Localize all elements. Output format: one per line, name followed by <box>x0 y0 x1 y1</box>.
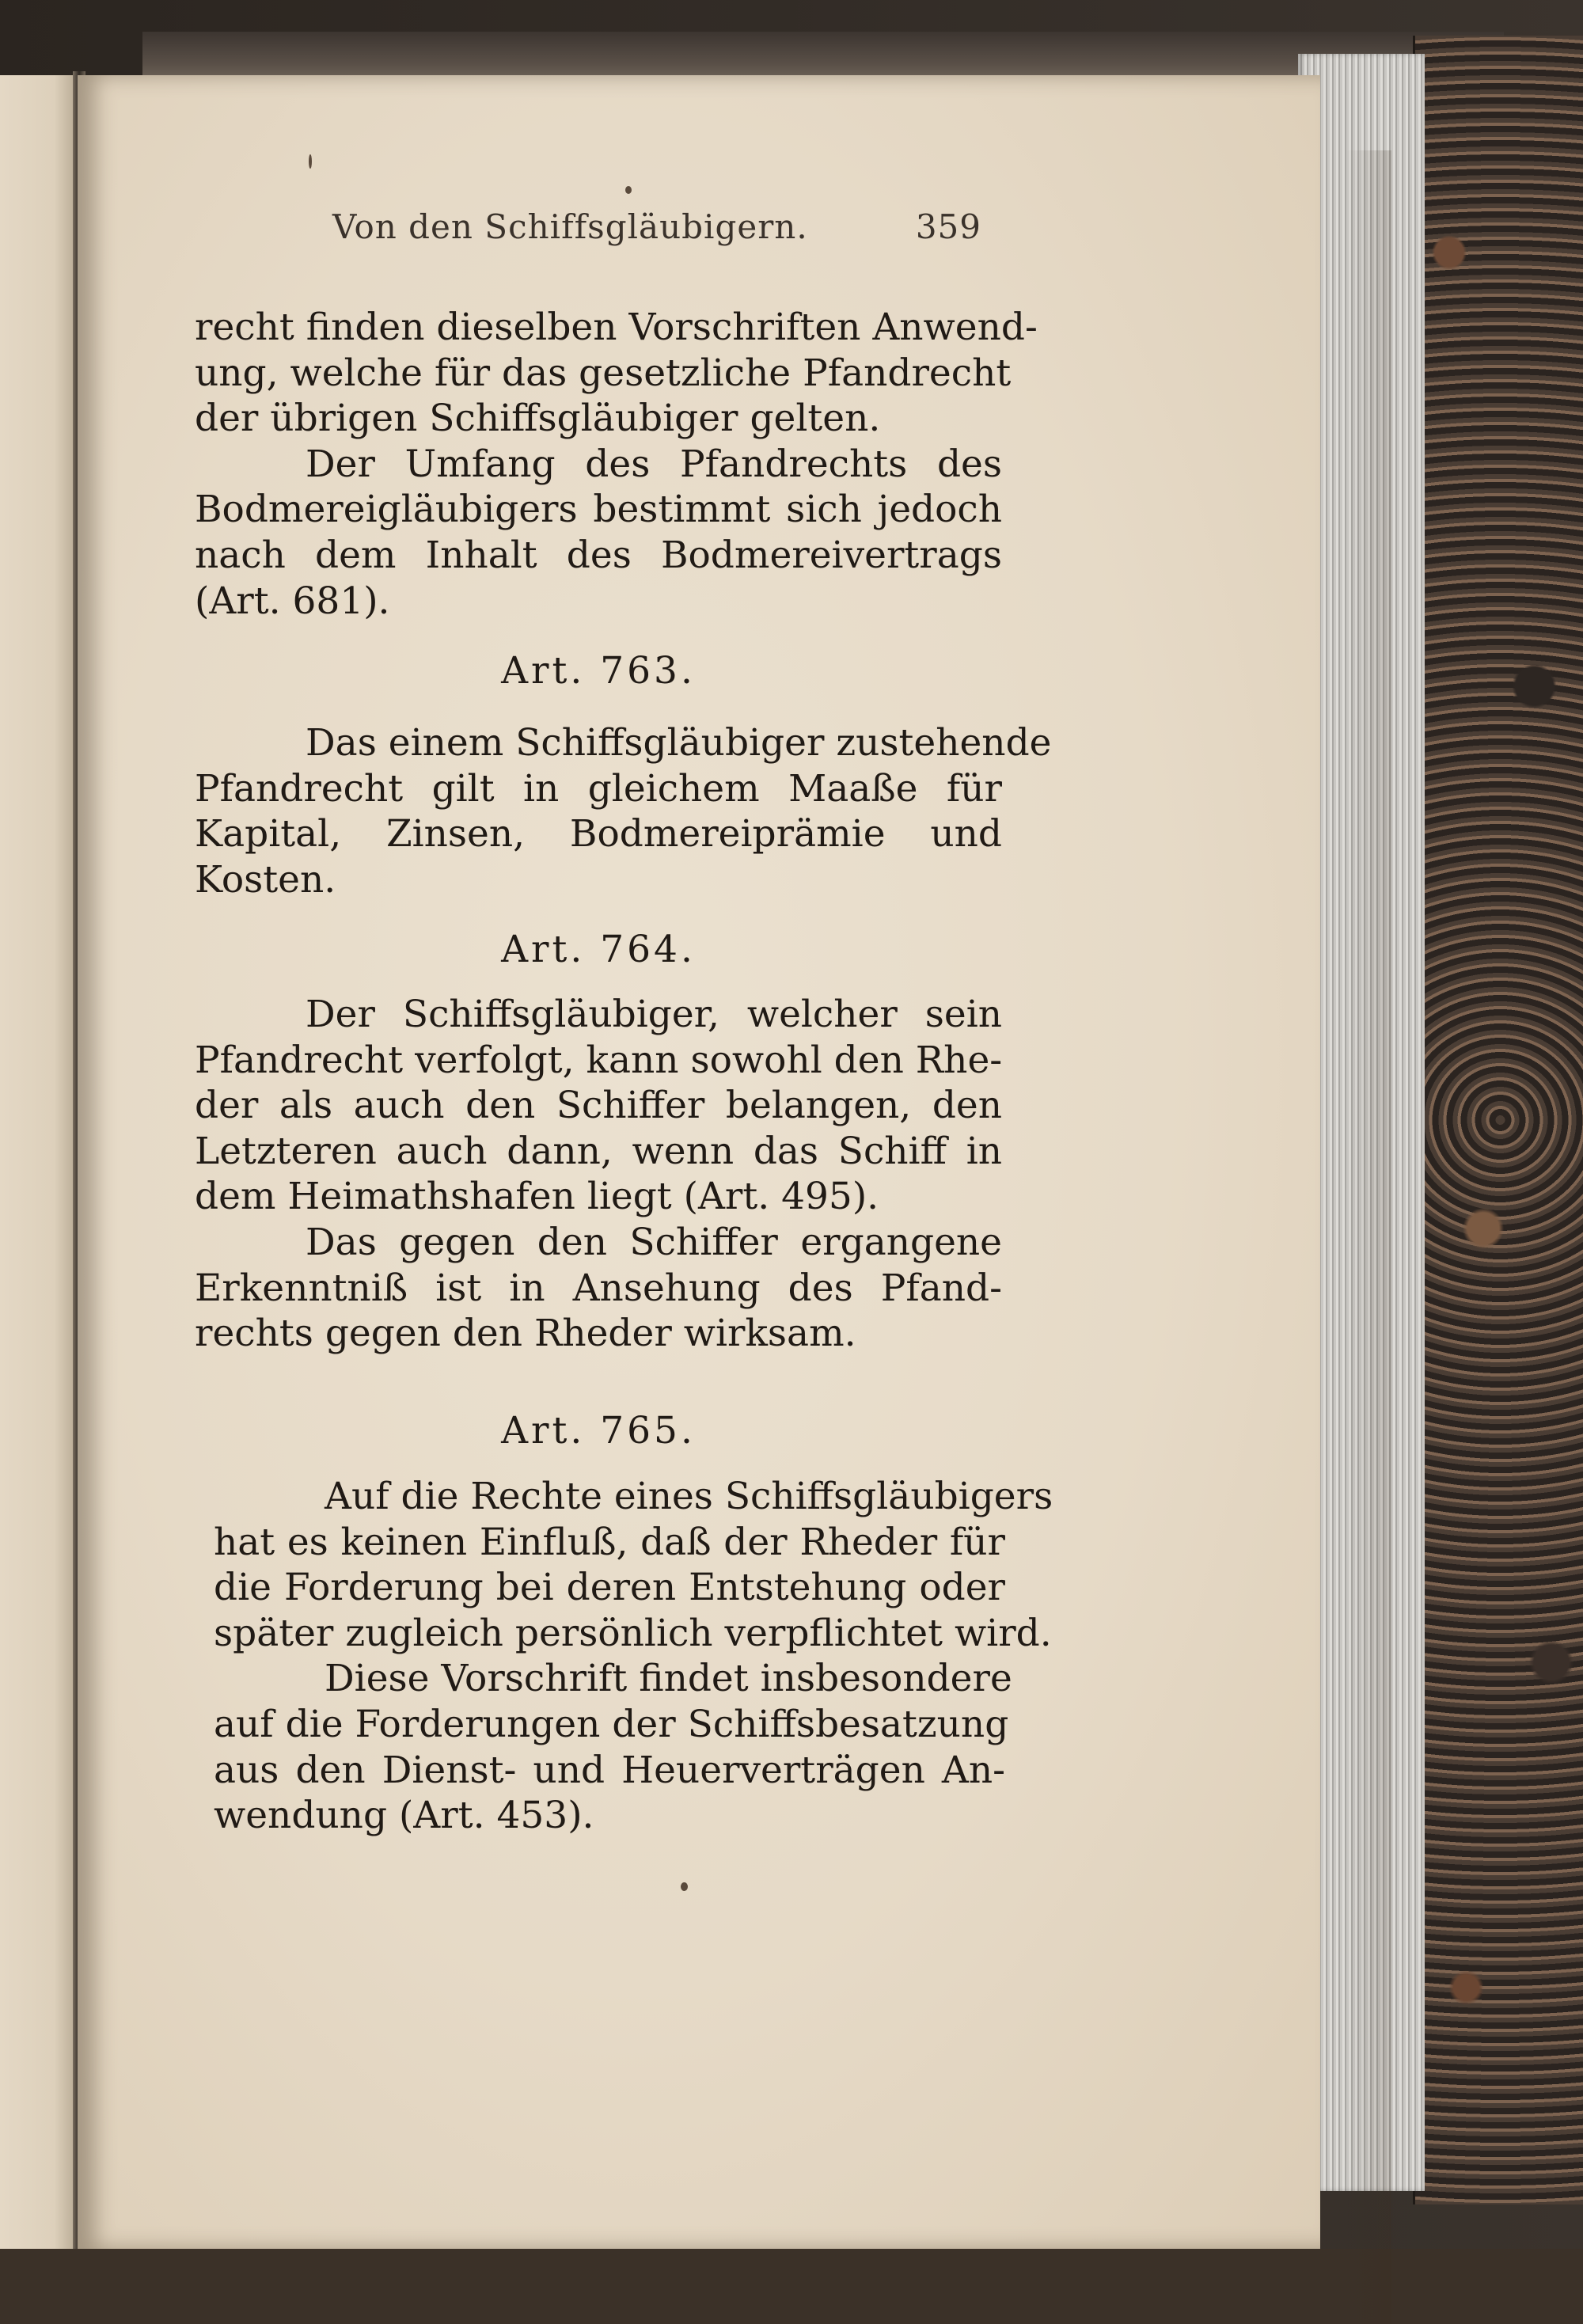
text-line: der als auch den Schiffer belangen, den <box>195 1084 1002 1128</box>
article-heading-763: Art. 763. <box>501 649 696 693</box>
article-heading-764: Art. 764. <box>501 928 696 971</box>
text-line: ung, welche für das gesetzliche Pfandrecht <box>195 351 1012 395</box>
text-line: Kapital, Zinsen, Bodmereiprämie und <box>195 812 1002 856</box>
text-line: Auf die Rechte eines Schiffsgläubigers <box>325 1475 1053 1518</box>
text-line: Diese Vorschrift findet insbesondere <box>325 1657 1012 1701</box>
ink-speck <box>681 1882 688 1891</box>
running-header <box>332 207 981 255</box>
text-line: Der Schiffsgläubiger, welcher sein <box>306 993 1002 1036</box>
text-line: (Art. 681). <box>195 579 390 623</box>
text-line: rechts gegen den Rheder wirksam. <box>195 1312 856 1356</box>
article-heading-765: Art. 765. <box>501 1409 696 1452</box>
text-line: Der Umfang des Pfandrechts des <box>306 442 1002 486</box>
text-line: hat es keinen Einfluß, daß der Rheder für <box>214 1520 1005 1564</box>
text-line: Das einem Schiffsgläubiger zustehende <box>306 721 1052 765</box>
text-line: nach dem Inhalt des Bodmereivertrags <box>195 533 1002 577</box>
page-number: 359 <box>915 207 981 246</box>
text-line: dem Heimathshafen liegt (Art. 495). <box>195 1175 879 1219</box>
left-page-strip <box>0 75 78 2249</box>
text-line: Bodmereigläubigers bestimmt sich jedoch <box>195 488 1002 532</box>
text-line: der übrigen Schiffsgläubiger gelten. <box>195 397 881 441</box>
paragraph-block-1 <box>195 305 1038 624</box>
text-line: Pfandrecht verfolgt, kann sowohl den Rhe- <box>195 1038 1003 1082</box>
text-line: aus den Dienst- und Heuerverträgen An- <box>214 1748 1005 1792</box>
running-title: Von den Schiffsgläubigern. <box>332 207 808 246</box>
article-765-body <box>214 1474 1053 1839</box>
text-line: wendung (Art. 453). <box>214 1794 594 1838</box>
text-line: Erkenntniß ist in Ansehung des Pfand- <box>195 1266 1002 1310</box>
ink-speck <box>309 154 312 169</box>
text-line: Letzteren auch dann, wenn das Schiff in <box>195 1129 1002 1173</box>
ink-speck <box>625 186 632 194</box>
text-line: Pfandrecht gilt in gleichem Maaße für <box>195 766 1002 811</box>
text-line: später zugleich persönlich verpflichtet wird. <box>214 1611 1052 1655</box>
text-line: auf die Forderungen der Schiffsbesatzung <box>214 1702 1009 1746</box>
text-line: recht finden dieselben Vorschriften Anwend- <box>195 306 1038 349</box>
text-line: Kosten. <box>195 857 336 902</box>
text-line: die Forderung bei deren Entstehung oder <box>214 1566 1005 1610</box>
article-764-body <box>195 992 1002 1357</box>
text-line: Das gegen den Schiffer ergangene <box>306 1220 1002 1264</box>
marbled-cover <box>1413 36 1583 2204</box>
article-763-body <box>195 720 1052 902</box>
page-edge-shadow <box>1344 150 1391 2324</box>
